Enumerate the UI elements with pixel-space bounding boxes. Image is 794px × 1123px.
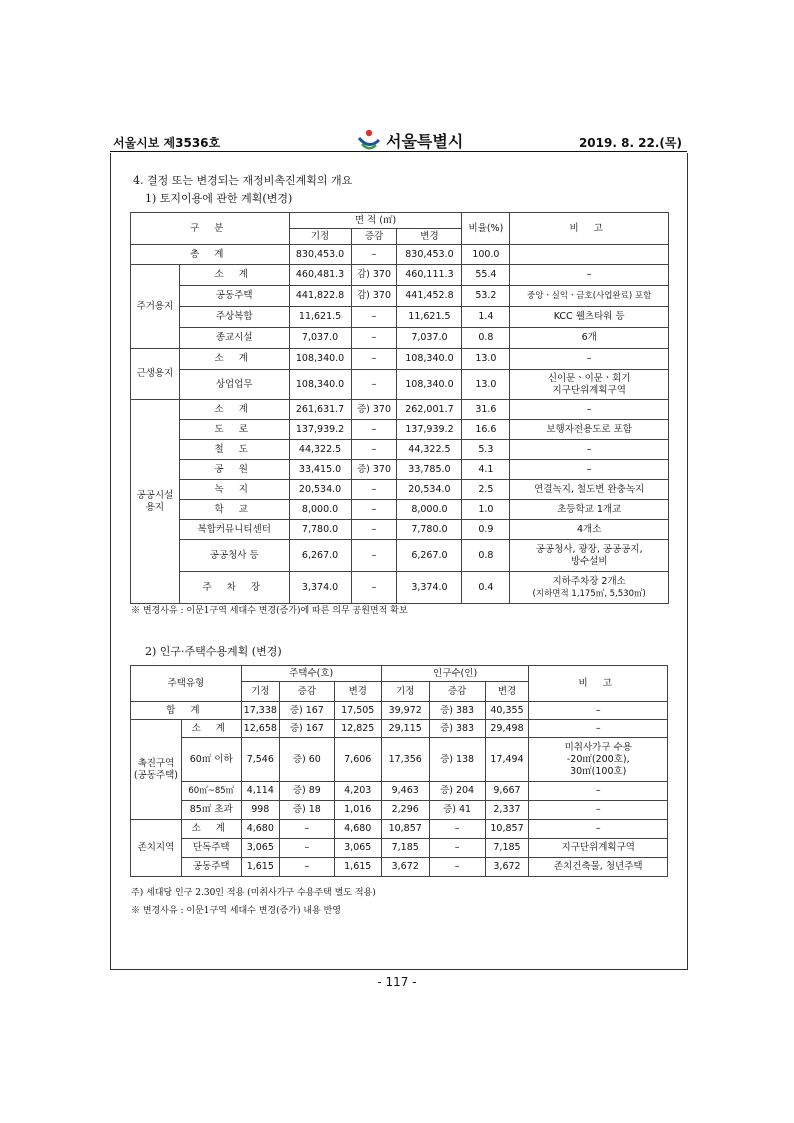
t1-header-existing: 기정: [289, 229, 351, 245]
table-row: 철 도 44,322.5 – 44,322.5 5.3 –: [131, 440, 669, 460]
group-residential: 주거용지: [131, 265, 180, 349]
table-row: 85㎡ 초과 998 증) 18 1,016 2,296 증) 41 2,337 –: [131, 801, 668, 820]
table-row: 근생용지 소 계 108,340.0 – 108,340.0 13.0 –: [131, 349, 669, 370]
table-row: 공동주택 1,615 – 1,615 3,672 – 3,672 존치건축물, 청년주택: [131, 858, 668, 877]
table-row: 주상복합 11,621.5 – 11,621.5 1.4 KCC 웰츠타워 등: [131, 307, 669, 328]
t2-header-type: 주택유형: [131, 666, 242, 702]
t1-header-ratio: 비율(%): [462, 213, 510, 245]
sub2-title: 2) 인구·주택수용계획 (변경): [145, 645, 282, 658]
table-row: 총 계 830,453.0 – 830,453.0 100.0: [131, 245, 669, 265]
table-row: 상업업무 108,340.0 – 108,340.0 13.0 신이문ㆍ이문ㆍ회기 지구단위계획구역: [131, 370, 669, 400]
note-population-assumption: 주) 세대당 인구 2.30인 적용 (미취사가구 수용주택 별도 적용): [131, 888, 376, 898]
org-name: 서울특별시: [386, 131, 464, 151]
table-row: 녹 지 20,534.0 – 20,534.0 2.5 연결녹지, 철도변 완충녹지: [131, 480, 669, 500]
table-row: 60㎡ 이하 7,546 증) 60 7,606 17,356 증) 138 17,494 미취사가구 수용 -20㎡(200호), 30㎡(100호): [131, 738, 668, 782]
publication-date: 2019. 8. 22.(목): [578, 136, 682, 150]
group-retained: 존치지역: [131, 820, 182, 877]
table-row: 단독주택 3,065 – 3,065 7,185 – 7,185 지구단위계획구역: [131, 839, 668, 858]
t1-header-changed: 변경: [397, 229, 462, 245]
group-neighborhood: 근생용지: [131, 349, 180, 400]
table-row: 주 차 장 3,374.0 – 3,374.0 0.4 지하주차장 2개소 (지하면적 1,175㎡, 5,530㎡): [131, 572, 669, 604]
sub1-title: 1) 토지이용에 관한 계획(변경): [145, 192, 293, 205]
group-promotion: 촉진구역 (공동주택): [131, 720, 182, 820]
publication-number: 서울시보 제3536호: [113, 136, 221, 150]
note-change-reason-1: ※ 변경사유 : 이문1구역 세대수 변경(증가)에 따른 의무 공원면적 확보: [131, 606, 408, 616]
table-row: 공 원 33,415.0 증) 370 33,785.0 4.1 –: [131, 460, 669, 480]
group-public: 공공시설 용지: [131, 400, 180, 604]
t2-header-houses: 주택수(호): [241, 666, 381, 682]
note-change-reason-2: ※ 변경사유 : 이문1구역 세대수 변경(증가) 내용 반영: [131, 906, 341, 916]
table-row: 공공시설 용지 소 계 261,631.7 증) 370 262,001.7 31.6 –: [131, 400, 669, 420]
table-row: 학 교 8,000.0 – 8,000.0 1.0 초등학교 1개교: [131, 500, 669, 520]
t1-header-change: 증감: [351, 229, 397, 245]
header-rule: [110, 151, 687, 152]
t2-header-note: 비 고: [529, 666, 668, 702]
section-title: 4. 결정 또는 변경되는 재정비촉진계획의 개요: [133, 174, 353, 187]
table-row: 주거용지 소 계 460,481.3 감) 370 460,111.3 55.4 –: [131, 265, 669, 286]
seoul-logo-icon: [356, 128, 382, 152]
table-row: 종교시설 7,037.0 – 7,037.0 0.8 6개: [131, 328, 669, 349]
table-row: 존치지역 소 계 4,680 – 4,680 10,857 – 10,857 –: [131, 820, 668, 839]
t1-header-note: 비 고: [510, 213, 669, 245]
table-row: 복합커뮤니티센터 7,780.0 – 7,780.0 0.9 4개소: [131, 520, 669, 540]
t1-header-area: 면 적 (㎡): [289, 213, 462, 229]
table-row: 도 로 137,939.2 – 137,939.2 16.6 보행자전용도로 포함: [131, 420, 669, 440]
page-number: - 117 -: [377, 975, 417, 989]
table-row: 60㎡~85㎡ 4,114 증) 89 4,203 9,463 증) 204 9,667 –: [131, 782, 668, 801]
land-use-table: [130, 212, 669, 604]
org-header: [356, 128, 463, 152]
table-row: 공동주택 441,822.8 감) 370 441,452.8 53.2 중앙ㆍ실익ㆍ금호(사업완료) 포함: [131, 286, 669, 307]
table-row: 합 계 17,338 증) 167 17,505 39,972 증) 383 40,355 –: [131, 702, 668, 720]
population-housing-table: 주택유형 주택수(호) 인구수(인) 비 고 기정 증감 변경 기정 증감 변경 합 계 17,338 증) 167 17,505 39,972 증) 383 40,355 – 촉진구역 (공동주택) 소 계 12,658 증) 167 12,825 29,115 증) 383 29,498 – 60㎡ 이하 7,546 증) 60 7,606 17,356 증) 138 17,494 미취사가구 수용 -20㎡(200호), 30㎡(100호) 60㎡~85㎡ 4,114 증) 89 4,203 9,463 증) 204 9,667 – 85㎡ 초과 998 증) 18 1,016 2,296 증) 41 2,337 – 존치지역 소 계 4,680 – 4,680 10,857 – 10,857 – 단독주택 3,065 – 3,065 7,185 – 7,185 지구단위계획구역 공동주택 1,615 – 1,615 3,672 – 3,672 존치건축물, 청년주택: [130, 665, 668, 877]
t2-header-pop: 인구수(인): [381, 666, 529, 682]
table-row: 촉진구역 (공동주택) 소 계 12,658 증) 167 12,825 29,115 증) 383 29,498 –: [131, 720, 668, 738]
table-row: 공공청사 등 6,267.0 – 6,267.0 0.8 공공청사, 광장, 공공공지, 방수설비: [131, 540, 669, 572]
t1-header-category: 구 분: [131, 213, 290, 245]
